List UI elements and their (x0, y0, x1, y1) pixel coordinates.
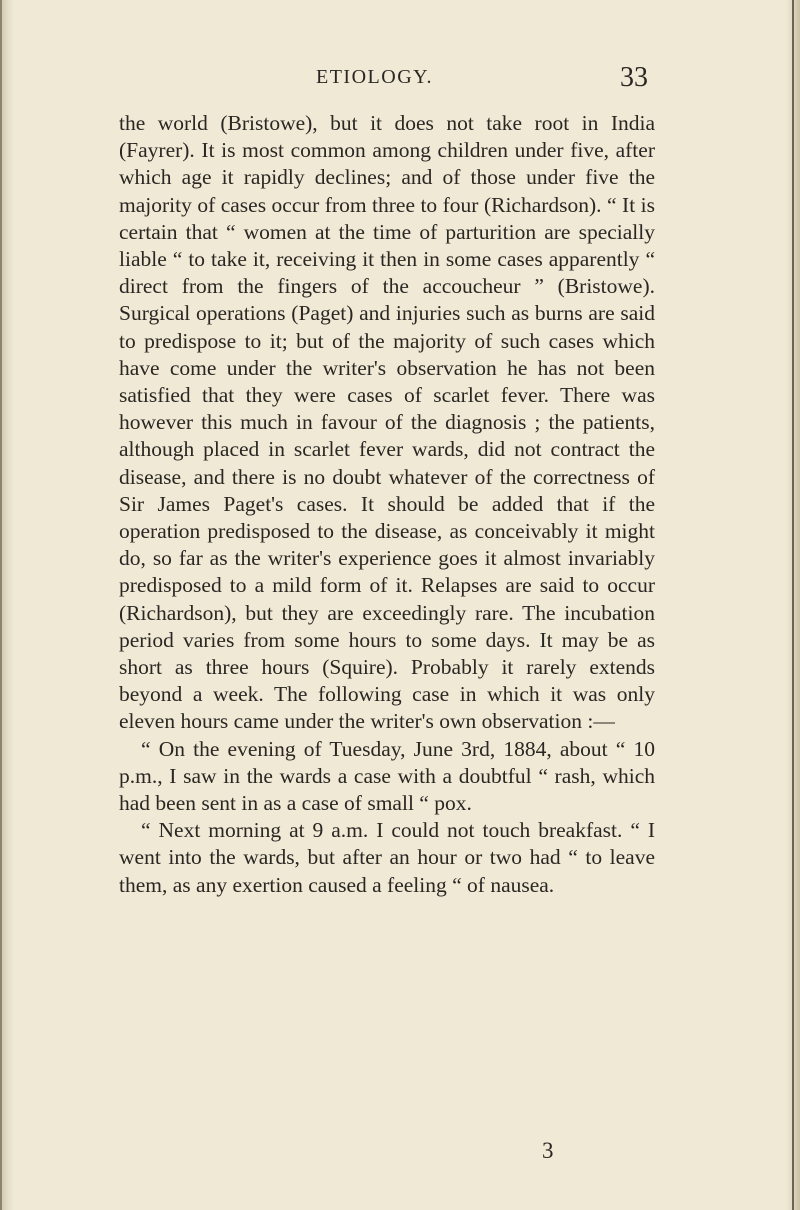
binding-line (0, 0, 2, 1210)
page-header (0, 64, 800, 104)
body-text (119, 110, 655, 899)
paragraph-case-morning: “ Next morning at 9 a.m. I could not touch breakfast. “ I went into the wards, but after an hour or two had “ to leave them, as any exertion caused a feeling “ of nausea. (119, 818, 655, 897)
paragraph-case-evening: “ On the evening of Tuesday, June 3rd, 1884, about “ 10 p.m., I saw in the wards a case with a doubtful “ rash, which had been sent in as a case of small “ pox. (119, 736, 655, 816)
page-left-edge (0, 0, 14, 1210)
signature-mark: 3 (542, 1138, 554, 1163)
page-right-edge-line (792, 0, 794, 1210)
page-number: 33 (620, 62, 648, 93)
running-title: ETIOLOGY. (316, 66, 434, 88)
paragraph-etiology: the world (Bristowe), but it does not take root in India (Fayrer). It is most common among children under five, after which age it rapidly declines; and of those under five the majority of cases occur from three to four (Richardson). “ It is certain that “ women at the time of parturition are specially liable “ to take it, receiving it then in some cases apparently “ direct from the fingers of the accoucheur ” (Bristowe). Surgical operations (Paget) and injuries such as burns are said to predispose to it; but of the majority of such cases which have come under the writer's observation he has not been satisfied that they were cases of scarlet fever. There was however this much in favour of the diagnosis ; the patients, although placed in scarlet fever wards, did not contract the disease, and there is no doubt whatever of the correctness of Sir James Paget's cases. It should be added that if the operation predisposed to the disease, as conceivably it might do, so far as the writer's experience goes it almost invariably predisposed to a mild form of it. Relapses are said to occur (Richardson), but they are exceedingly rare. The incubation period varies from some hours to some days. It may be as short as three hours (Squire). Probably it rarely extends beyond a week. The following case in which it was only eleven hours came under the writer's own observation :— (119, 111, 655, 734)
